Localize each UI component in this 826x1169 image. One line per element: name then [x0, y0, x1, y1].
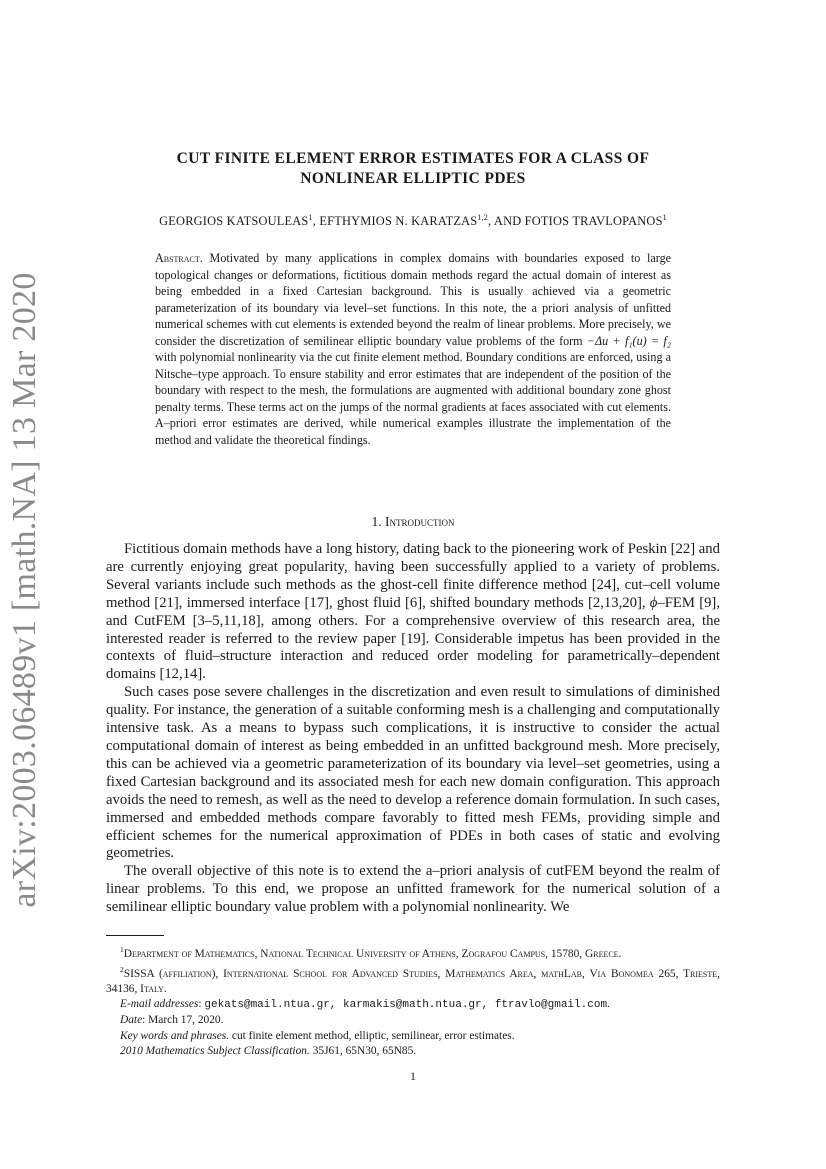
author-separator: , — [312, 214, 320, 229]
section-number: 1. — [371, 514, 385, 529]
footnote-msc — [106, 1044, 720, 1059]
arxiv-identifier-stamp — [2, 272, 48, 908]
footnote-1-text: Department of Mathematics, National Technical University of Athens, Zografou Campus, 15780, Greece. — [123, 947, 622, 960]
author-3-affiliation: 1 — [662, 213, 667, 222]
phi-symbol: ϕ — [649, 594, 658, 611]
introduction-body — [106, 541, 720, 917]
title-line-1: CUT FINITE ELEMENT ERROR ESTIMATES FOR A CLASS OF — [176, 150, 650, 167]
email-addresses[interactable]: gekats@mail.ntua.gr, karmakis@math.ntua.gr, ftravlo@gmail.com — [204, 999, 608, 1012]
date-value: March 17, 2020. — [148, 1014, 224, 1027]
msc-value: 35J61, 65N30, 65N85. — [312, 1044, 417, 1057]
abstract — [155, 250, 671, 448]
footnote-affiliation-1 — [106, 942, 720, 962]
abstract-equation: −Δu + f₁(u) = f₂ — [586, 333, 671, 348]
keywords-value: cut finite element method, elliptic, semilinear, error estimates. — [231, 1029, 515, 1042]
msc-label: 2010 Mathematics Subject Classification. — [120, 1044, 310, 1057]
paragraph-1-text-b: –FEM [9], and CutFEM [3–5,11,18], among others. For a comprehensive overview of this research area, the interested reader is referred to the review paper [19]. Considerable impetus has been provided in the contexts of fluid–structure interaction and reduced order modeling for parametrically–dependent domains [12,14]. — [106, 594, 720, 683]
abstract-text-part-2: with polynomial nonlinearity via the cut finite element method. Boundary conditions are enforced, using a Nitsche–type approach. To ensure stability and error estimates that are independent of the position of the boundary with respect to the mesh, the formulations are augmented with additional boundary zone ghost penalty terms. These terms act on the jumps of the normal gradients at faces associated with cut elements. A–priori error estimates are derived, while numerical examples illustrate the implementation of the method and validate the theoretical findings. — [155, 350, 671, 447]
footnote-date: Date: March 17, 2020. — [120, 1014, 224, 1027]
footnote-1-marker: 1 — [120, 945, 124, 954]
abstract-label: Abstract. — [155, 251, 203, 265]
page-number: 1 — [410, 1071, 416, 1083]
section-heading-introduction — [108, 514, 718, 530]
author-1: GEORGIOS KATSOULEAS — [159, 214, 309, 229]
footnote-2-marker: 2 — [120, 965, 124, 974]
title-line-2: NONLINEAR ELLIPTIC PDES — [300, 170, 526, 187]
email-label: E-mail addresses — [120, 998, 199, 1011]
author-1-affiliation: 1 — [308, 213, 313, 222]
footnotes — [106, 942, 720, 1059]
footnote-affiliation-2 — [106, 962, 720, 997]
author-2-affiliation: 1,2 — [477, 213, 489, 222]
author-2: EFTHYMIOS N. KARATZAS — [319, 214, 478, 229]
paper-title — [108, 149, 718, 189]
body-paragraph-3: The overall objective of this note is to extend the a–priori analysis of cutFEM beyond the realm of linear problems. To this end, we propose an unfitted framework for the numerical solution of a semilinear elliptic boundary value problem with a polynomial nonlinearity. We — [106, 863, 720, 916]
footnote-emails: E-mail addresses: gekats@mail.ntua.gr, karmakis@math.ntua.gr, ftravlo@gmail.com. — [120, 998, 610, 1012]
abstract-text-part-1: Motivated by many applications in complex domains with boundaries exposed to large topological changes or deformations, fictitious domain methods regard the actual domain of interest as being embedded in a fixed Cartesian background. This is usually achieved via a geometric parameterization of its boundary via level–set functions. In this note, the a priori analysis of unfitted numerical schemes with cut elements is extended beyond the realm of linear problems. More precisely, we consider the discretization of semilinear elliptic boundary value problems of the form — [155, 251, 671, 348]
footnote-divider — [106, 935, 164, 936]
author-separator: , AND — [488, 214, 525, 229]
section-title: Introduction — [385, 514, 455, 529]
keywords-label: Key words and phrases. — [120, 1029, 230, 1042]
paragraph-1-text-a: Fictitious domain methods have a long history, dating back to the pioneering work of Peskin [22] and are currently enjoying great popularity, having been successfully applied to a variety of problems. Several variants include such methods as the ghost-cell finite difference method [24], cut–cell volume method [21], immersed interface [17], ghost fluid [6], shifted boundary methods [2,13,20], — [106, 541, 720, 611]
body-paragraph-1 — [106, 541, 720, 684]
date-label: Date — [120, 1014, 143, 1027]
arxiv-identifier-text: arXiv:2003.06489v1 [math.NA] 13 Mar 2020 — [6, 272, 43, 908]
footnote-keywords — [106, 1029, 720, 1044]
author-3: FOTIOS TRAVLOPANOS — [524, 214, 663, 229]
body-paragraph-2: Such cases pose severe challenges in the discretization and even result to simulations of diminished quality. For instance, the generation of a suitable conforming mesh is a challenging and computationally intensive task. As a means to bypass such complications, it is instructive to consider the actual computational domain of interest as being embedded in an unfitted background mesh. More precisely, this can be achieved via a geometric parameterization of its boundary via level–set geometries, using a fixed Cartesian background and its associated mesh for each new domain configuration. This approach avoids the need to remesh, as well as the need to develop a reference domain formulation. In such cases, immersed and embedded methods compare favorably to fitted mesh FEMs, providing simple and efficient schemes for the numerical approximation of PDEs in both cases of static and evolving geometries. — [106, 684, 720, 862]
footnote-2-text: SISSA (affiliation), International School for Advanced Studies, Mathematics Area, mathLab, Via Bonomea 265, Trieste, 34136, Italy. — [106, 967, 720, 995]
author-list — [108, 213, 718, 229]
